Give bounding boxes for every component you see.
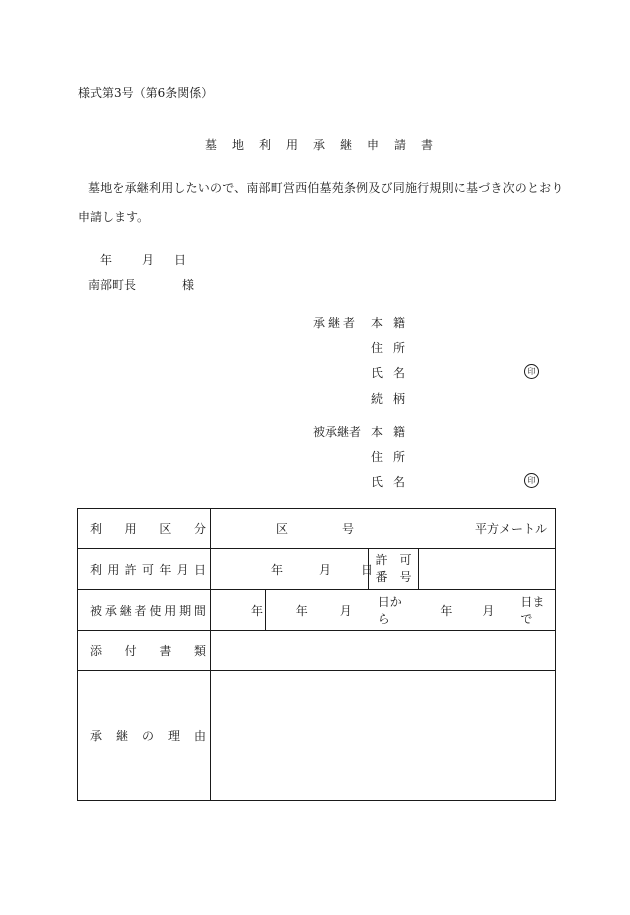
label-char: 理 xyxy=(167,729,180,743)
period-year-to: 年 xyxy=(440,603,453,618)
title-char: 用 xyxy=(286,138,299,152)
usage-section-cell[interactable] xyxy=(211,509,556,549)
label-char: 継 xyxy=(119,603,132,618)
period-from: 日から xyxy=(377,595,402,626)
label-char: 利 xyxy=(90,522,103,536)
label-char: の xyxy=(141,729,154,743)
row-label-usage-period xyxy=(78,590,211,631)
title-char: 利 xyxy=(259,138,272,152)
label-char: 使 xyxy=(149,603,162,618)
permit-month: 月 xyxy=(319,562,332,577)
successor-field-name: 氏名 xyxy=(371,366,416,380)
predecessor-seal-mark: 印 xyxy=(524,473,539,488)
successor-field-relation: 続柄 xyxy=(371,392,416,406)
label-char: 年 xyxy=(159,562,172,577)
usage-period-cell[interactable] xyxy=(211,590,556,631)
label-char: 添 xyxy=(90,644,103,658)
table-row-permit-date xyxy=(78,549,556,590)
application-table xyxy=(77,508,556,801)
label-char: 者 xyxy=(134,603,147,618)
permit-label-bottom: 番 号 xyxy=(375,570,412,584)
label-spread xyxy=(84,520,210,537)
title-char: 地 xyxy=(232,138,245,152)
title-char: 承 xyxy=(313,138,326,152)
body-text-line-2: 申請します。 xyxy=(78,210,150,224)
title-char: 申 xyxy=(367,138,380,152)
table-row-reason xyxy=(78,671,556,801)
date-day: 日 xyxy=(174,253,187,267)
title-char: 書 xyxy=(421,138,434,152)
permit-date-cell[interactable] xyxy=(211,549,556,590)
attachments-value[interactable] xyxy=(211,631,556,671)
addressee-honorific: 様 xyxy=(182,278,195,292)
successor-label: 承継者 xyxy=(313,316,359,330)
predecessor-field-domicile: 本籍 xyxy=(371,425,416,439)
permit-year: 年 xyxy=(271,562,284,577)
date-line xyxy=(100,251,186,268)
period-until: 日まで xyxy=(520,595,545,626)
date-month: 月 xyxy=(142,253,155,267)
label-char: 付 xyxy=(124,644,137,658)
title-char: 請 xyxy=(394,138,407,152)
usage-years: 年 xyxy=(251,603,264,618)
label-char: 用 xyxy=(107,562,120,577)
label-char: 月 xyxy=(176,562,189,577)
label-char: 承 xyxy=(104,603,117,618)
permit-number-label xyxy=(369,549,419,589)
period-month-to: 月 xyxy=(482,603,495,618)
body-text-line-1: 墓地を承継利用したいので、南部町営西伯墓苑条例及び同施行規則に基づき次のとおり xyxy=(88,181,564,195)
section-ku: 区 xyxy=(276,522,289,536)
permit-date-value[interactable] xyxy=(211,549,374,589)
successor-seal-mark: 印 xyxy=(524,364,539,379)
table-row-attachments xyxy=(78,631,556,671)
label-char: 用 xyxy=(124,522,137,536)
label-char: 類 xyxy=(193,644,206,658)
label-char: 用 xyxy=(164,603,177,618)
predecessor-field-name: 氏名 xyxy=(371,475,416,489)
table-row-usage-period xyxy=(78,590,556,631)
label-char: 期 xyxy=(179,603,192,618)
label-char: 分 xyxy=(193,522,206,536)
permit-day: 日 xyxy=(361,562,374,577)
label-char: 間 xyxy=(193,603,206,618)
title-char: 墓 xyxy=(205,138,218,152)
permit-number-value[interactable] xyxy=(419,549,555,589)
title-char: 継 xyxy=(340,138,353,152)
addressee xyxy=(88,276,194,293)
addressee-name: 南部町長 xyxy=(88,278,137,292)
document-title xyxy=(205,136,448,153)
row-label-reason xyxy=(78,671,211,801)
label-char: 許 xyxy=(124,562,137,577)
label-char: 被 xyxy=(90,603,103,618)
reason-value[interactable] xyxy=(211,671,556,801)
predecessor-field-address: 住所 xyxy=(371,450,416,464)
permit-label-top: 許 可 xyxy=(375,553,412,567)
row-label-attachments xyxy=(78,631,211,671)
label-char: 利 xyxy=(90,562,103,577)
label-char: 可 xyxy=(141,562,154,577)
section-go: 号 xyxy=(342,522,355,536)
table-row-usage-section xyxy=(78,509,556,549)
period-month-from: 月 xyxy=(339,603,352,618)
label-char: 区 xyxy=(159,522,172,536)
label-char: 書 xyxy=(159,644,172,658)
row-label-permit-date xyxy=(78,549,211,590)
area-unit: 平方メートル xyxy=(474,522,547,536)
row-label-usage-section xyxy=(78,509,211,549)
predecessor-label: 被承継者 xyxy=(313,425,362,439)
successor-field-address: 住所 xyxy=(371,341,416,355)
usage-years-value[interactable] xyxy=(211,590,266,630)
label-char: 承 xyxy=(90,729,103,743)
date-year: 年 xyxy=(100,253,113,267)
label-char: 由 xyxy=(193,729,206,743)
period-year-from: 年 xyxy=(295,603,308,618)
label-char: 継 xyxy=(115,729,128,743)
label-char: 日 xyxy=(193,562,206,577)
successor-field-domicile: 本籍 xyxy=(371,316,416,330)
form-number: 様式第3号（第6条関係） xyxy=(78,86,214,100)
